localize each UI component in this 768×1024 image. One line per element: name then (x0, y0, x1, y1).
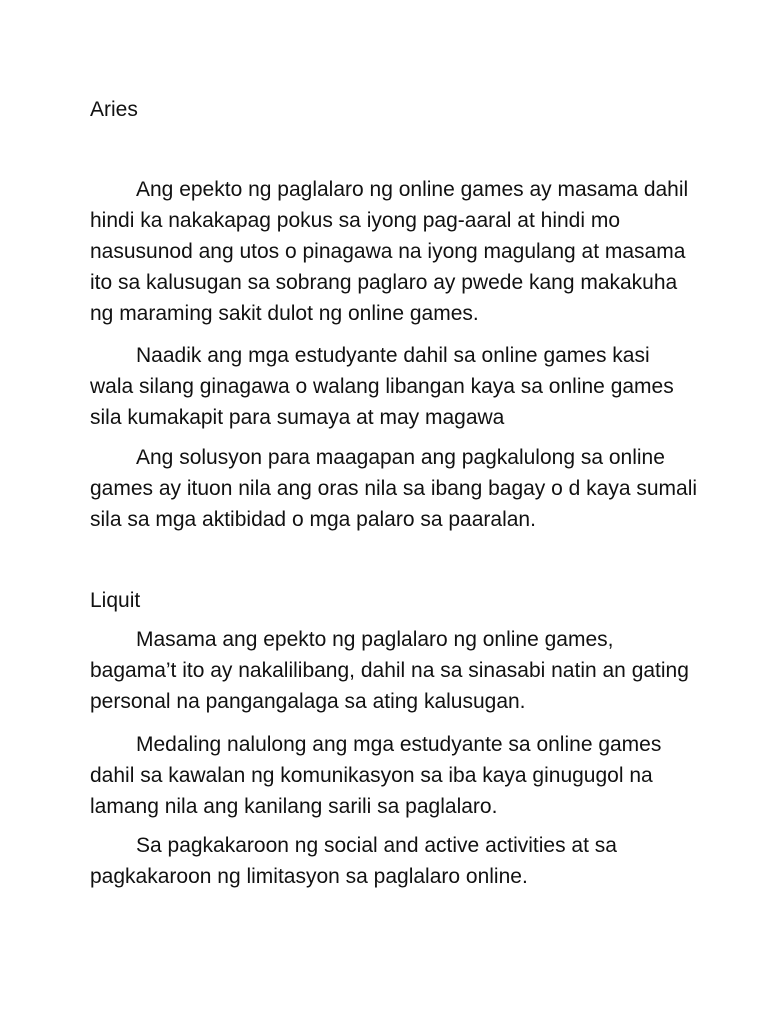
author-name: Liquit (90, 589, 141, 612)
paragraph-line: Naadik ang mga estudyante dahil sa online games kasi (136, 344, 650, 367)
paragraph (90, 174, 690, 329)
section-aries-paragraph-1 (90, 174, 690, 329)
paragraph-line: sila kumakapit para sumaya at may magawa (90, 406, 505, 429)
paragraph (90, 830, 690, 892)
paragraph (90, 624, 690, 717)
section-aries-heading (90, 94, 690, 125)
paragraph-line: nasusunod ang utos o pinagawa na iyong magulang at masama (90, 240, 686, 263)
paragraph (90, 340, 690, 433)
paragraph-line: lamang nila ang kanilang sarili sa paglalaro. (90, 795, 498, 818)
paragraph-line: Medaling nalulong ang mga estudyante sa online games (136, 733, 662, 756)
section-liquit-paragraph-1 (90, 624, 690, 717)
section-aries-paragraph-2 (90, 340, 690, 433)
section-aries-paragraph-3 (90, 442, 698, 535)
paragraph (90, 729, 690, 822)
paragraph-line: ito sa kalusugan sa sobrang paglaro ay pwede kang makakuha (90, 271, 678, 294)
paragraph-line: Ang epekto ng paglalaro ng online games ay masama dahil (136, 178, 689, 201)
section-liquit-heading (90, 585, 690, 616)
paragraph-line: hindi ka nakakapag pokus sa iyong pag-aaral at hindi mo (90, 209, 621, 232)
paragraph-line: ng maraming sakit dulot ng online games. (90, 302, 479, 325)
paragraph-line: bagama’t ito ay nakalilibang, dahil na sa sinasabi natin an gating (90, 659, 689, 682)
paragraph-line: games ay ituon nila ang oras nila sa ibang bagay o d kaya sumali (90, 477, 698, 500)
paragraph-line: dahil sa kawalan ng komunikasyon sa iba kaya ginugugol na (90, 764, 653, 787)
paragraph-line: wala silang ginagawa o walang libangan kaya sa online games (90, 375, 674, 398)
paragraph-line: personal na pangangalaga sa ating kalusugan. (90, 690, 526, 713)
paragraph-line: Sa pagkakaroon ng social and active activities at sa (136, 834, 617, 857)
author-name: Aries (90, 98, 138, 121)
section-liquit-paragraph-2 (90, 729, 690, 822)
paragraph-line: Ang solusyon para maagapan ang pagkalulong sa online (136, 446, 665, 469)
paragraph-line: sila sa mga aktibidad o mga palaro sa paaralan. (90, 508, 536, 531)
paragraph (90, 442, 698, 535)
section-liquit-paragraph-3 (90, 830, 690, 892)
paragraph-line: Masama ang epekto ng paglalaro ng online games, (136, 628, 614, 651)
paragraph-line: pagkakaroon ng limitasyon sa paglalaro online. (90, 865, 528, 888)
